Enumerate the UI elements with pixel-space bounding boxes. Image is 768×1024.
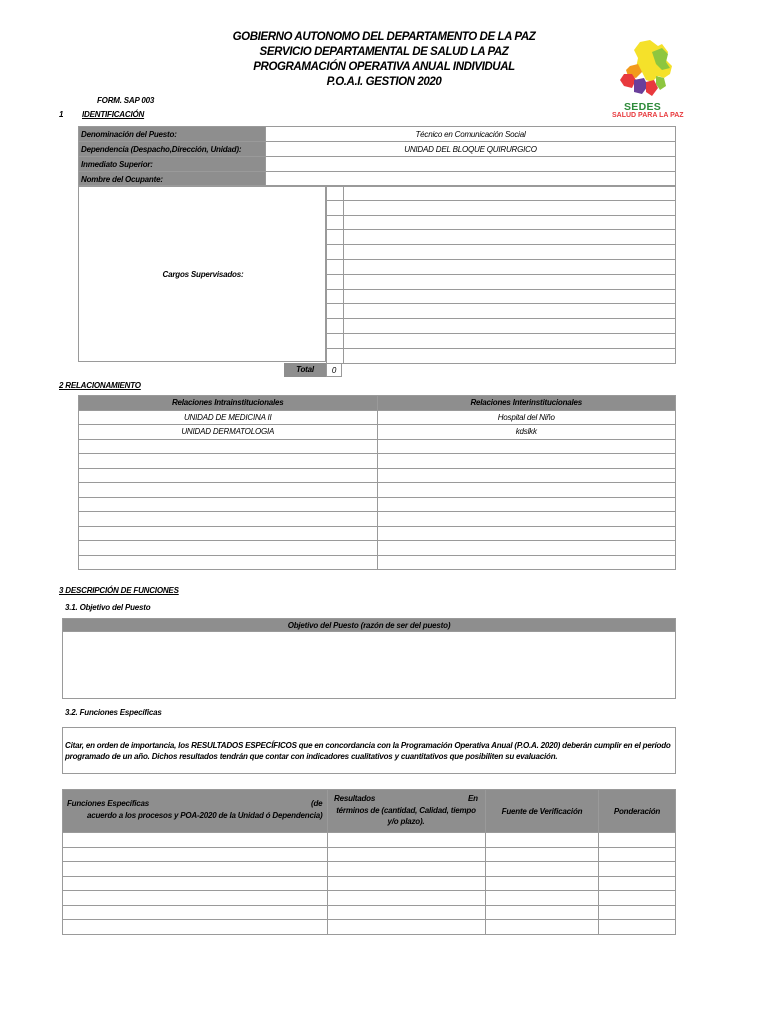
table-row <box>79 483 676 498</box>
table-row <box>79 497 676 512</box>
table-row <box>63 876 676 891</box>
objective-textarea[interactable] <box>62 632 676 699</box>
functions-col-header: Funciones Específicas (de acuerdo a los procesos y POA-2020 de la Unidad ó Dependencia) <box>63 790 328 833</box>
table-row <box>327 304 676 319</box>
section2-title: 2 RELACIONAMIENTO <box>59 381 141 390</box>
functions-subtitle: 3.2. Funciones Específicas <box>65 708 162 717</box>
section1-title: IDENTIFICACIÓN <box>82 110 145 119</box>
header-line-3: PROGRAMACIÓN OPERATIVA ANUAL INDIVIDUAL <box>253 61 515 73</box>
table-row <box>79 157 676 172</box>
table-row <box>327 274 676 289</box>
table-row <box>79 555 676 570</box>
superior-label: Inmediato Superior: <box>79 157 266 172</box>
relationships-table <box>78 395 676 570</box>
dependency-label: Dependencia (Despacho,Dirección, Unidad): <box>79 142 266 157</box>
table-row <box>79 142 676 157</box>
weighting-col-header: Ponderación <box>599 790 676 833</box>
verification-col-header: Fuente de Verificación <box>486 790 599 833</box>
table-row <box>63 920 676 935</box>
objective-subtitle: 3.1. Objetivo del Puesto <box>65 603 151 612</box>
table-row <box>79 454 676 469</box>
table-row <box>327 289 676 304</box>
table-row <box>327 230 676 245</box>
table-row <box>327 319 676 334</box>
results-col-header: Resultados En términos de (cantidad, Calidad, tiempo y/o plazo). <box>328 790 486 833</box>
form-code: FORM. SAP 003 <box>97 96 155 105</box>
supervised-positions-block <box>78 185 326 362</box>
table-row <box>327 333 676 348</box>
table-row <box>79 468 676 483</box>
table-row: UNIDAD DERMATOLOGIA kdslkk <box>79 425 676 440</box>
table-row <box>327 348 676 363</box>
table-row <box>327 200 676 215</box>
total-value: 0 <box>326 363 342 377</box>
table-row <box>327 186 676 201</box>
table-row <box>63 905 676 920</box>
table-row <box>63 847 676 862</box>
header-line-2: SERVICIO DEPARTAMENTAL DE SALUD LA PAZ <box>259 46 509 58</box>
table-row: UNIDAD DE MEDICINA II Hospital del Niño <box>79 410 676 425</box>
objective-header: Objetivo del Puesto (razón de ser del puesto) <box>62 618 676 632</box>
table-row <box>79 526 676 541</box>
la-paz-map-icon <box>612 38 680 100</box>
occupant-label: Nombre del Ocupante: <box>79 172 266 187</box>
section1-number: 1 <box>59 110 64 119</box>
section3-title: 3 DESCRIPCIÓN DE FUNCIONES <box>59 586 179 595</box>
table-header-row <box>63 790 676 833</box>
intra-header: Relaciones Intrainstitucionales <box>79 396 378 411</box>
position-label: Denominación del Puesto: <box>79 127 266 142</box>
table-row <box>79 541 676 556</box>
inter-header: Relaciones Interinstitucionales <box>377 396 676 411</box>
header-line-4: P.O.A.I. GESTION 2020 <box>326 76 442 88</box>
logo-tagline: SALUD PARA LA PAZ <box>612 112 684 119</box>
total-label: Total <box>284 363 326 377</box>
table-row <box>327 259 676 274</box>
sedes-logo <box>612 38 684 122</box>
dependency-value[interactable]: UNIDAD DEL BLOQUE QUIRURGICO <box>266 142 676 157</box>
table-row <box>63 891 676 906</box>
supervised-positions-grid <box>326 185 676 364</box>
table-row <box>79 512 676 527</box>
table-row <box>79 127 676 142</box>
position-value[interactable]: Técnico en Comunicación Social <box>266 127 676 142</box>
functions-table <box>62 789 676 935</box>
table-header-row <box>79 396 676 411</box>
superior-value[interactable] <box>266 157 676 172</box>
header-line-1: GOBIERNO AUTONOMO DEL DEPARTAMENTO DE LA PAZ <box>232 31 536 43</box>
table-row <box>63 833 676 848</box>
table-row <box>63 862 676 877</box>
functions-instructions: Citar, en orden de importancia, los RESULTADOS ESPECÍFICOS que en concordancia con la Programación Operativa Anual (P.O.A. 2020) deberán cumplir en el período programado de un año. Dichos resultados tendrán que contar con indicadores cualitativos y cuantitativos que posibiliten su evaluación. <box>62 727 676 774</box>
supervised-label: Cargos Supervisados: <box>162 270 244 279</box>
table-row <box>327 215 676 230</box>
logo-name: SEDES <box>624 101 662 113</box>
identification-table <box>78 126 676 187</box>
table-row <box>327 245 676 260</box>
table-row <box>79 439 676 454</box>
